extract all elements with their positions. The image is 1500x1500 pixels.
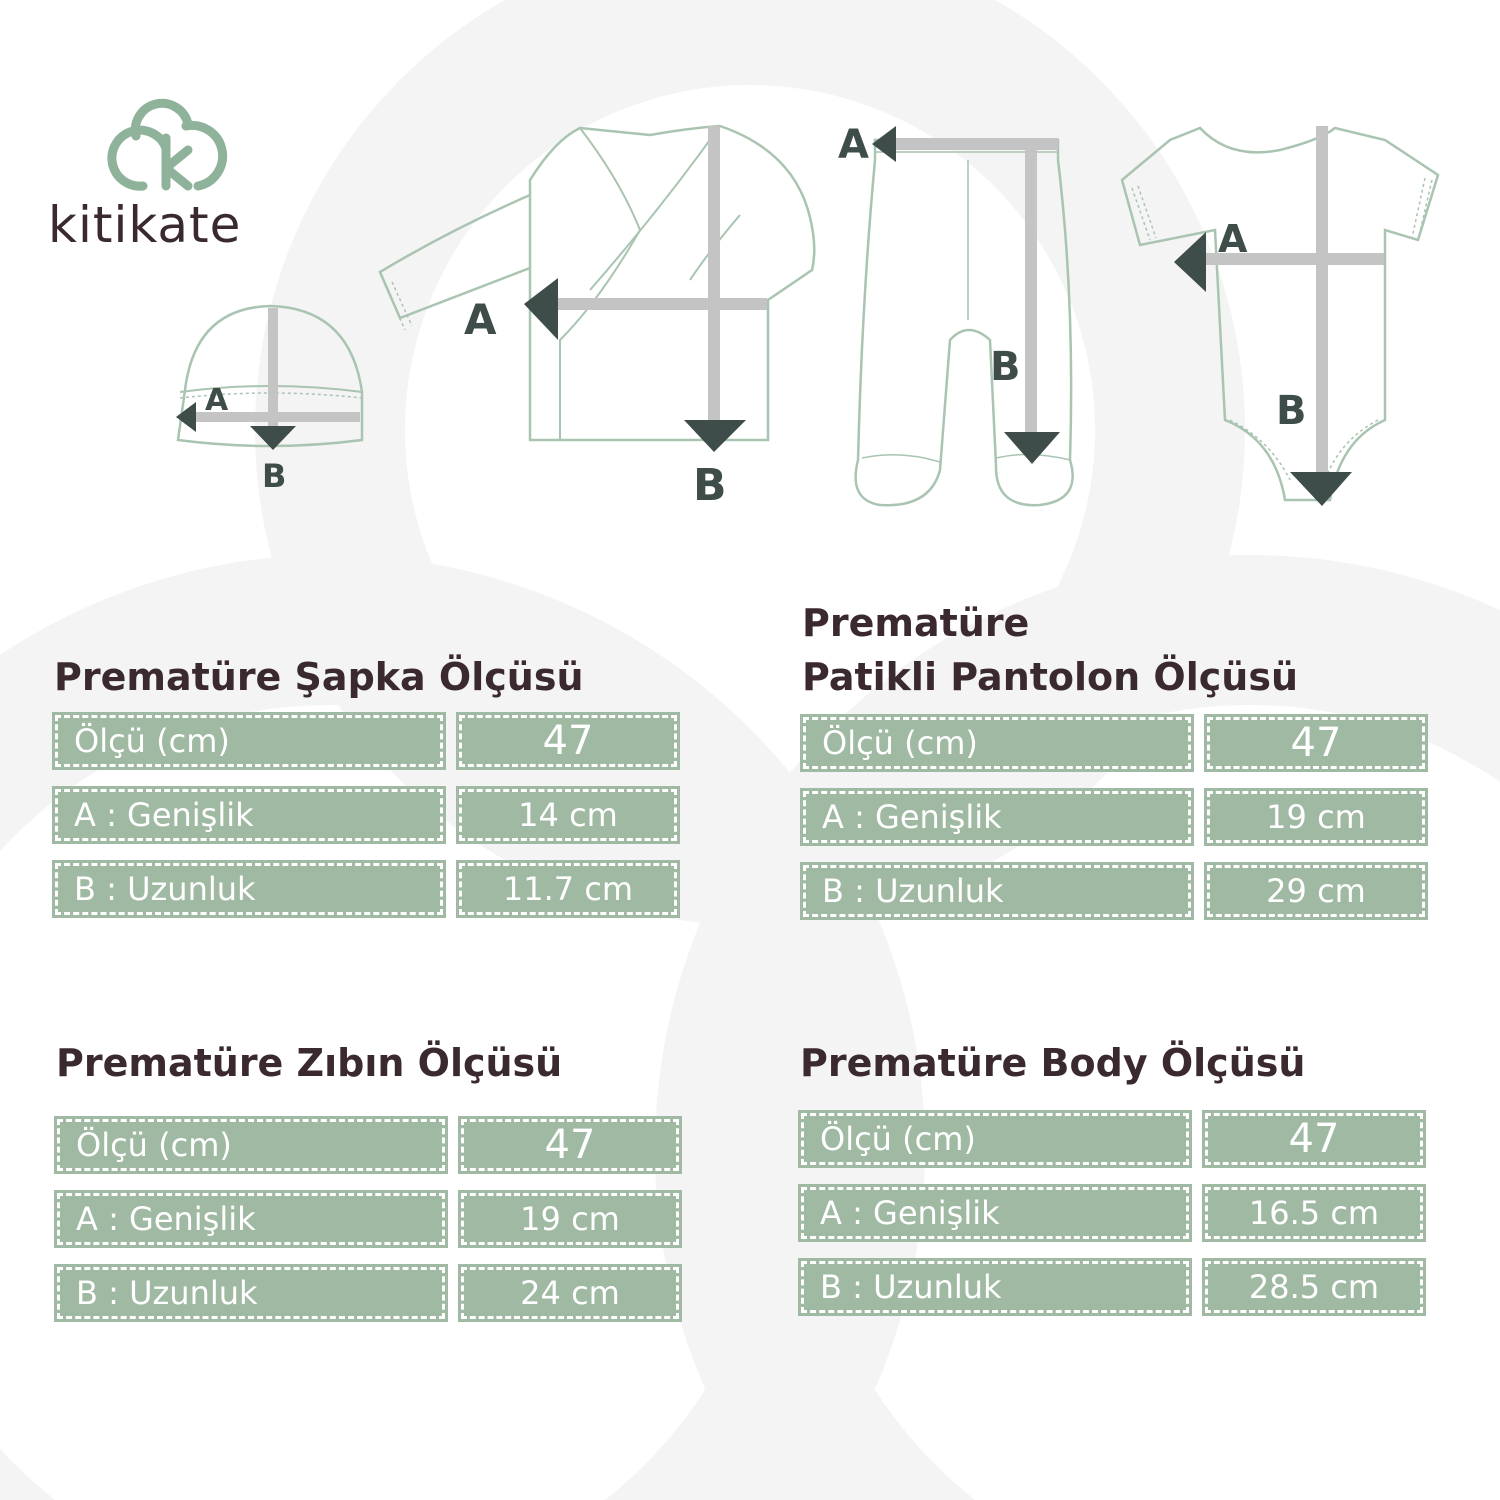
pants-diagram [838,122,1073,505]
length-label: B : Uzunluk [54,862,444,916]
pantolon-title-line2: Patikli Pantolon Ölçüsü [802,655,1299,699]
size-label: Ölçü (cm) [802,716,1192,770]
garment-diagrams [0,0,1500,560]
size-label: Ölçü (cm) [800,1112,1190,1166]
table-row [802,864,1426,918]
onesie-diagram [1122,126,1438,506]
brand-name: kitikate [48,196,242,254]
length-label: B : Uzunluk [800,1260,1190,1314]
size-value: 47 [460,1118,680,1172]
sapka-size-table [54,650,678,936]
hat-label-a: A [205,383,229,418]
wrap-bodysuit-diagram [380,126,814,511]
length-value: 24 cm [460,1266,680,1320]
sapka-title: Prematüre Şapka Ölçüsü [54,655,584,699]
hat-diagram [176,306,362,495]
table-row [802,790,1426,844]
size-value: 47 [1204,1112,1424,1166]
width-label: A : Genişlik [56,1192,446,1246]
hat-label-b: B [262,457,287,495]
body-title: Prematüre Body Ölçüsü [800,1041,1306,1085]
size-label: Ölçü (cm) [56,1118,446,1172]
table-row [54,862,678,916]
table-row [54,714,678,768]
table-row [54,788,678,842]
pants-label-a: A [838,122,869,168]
zibin-size-table [56,1036,680,1340]
table-row [56,1266,680,1320]
length-label: B : Uzunluk [802,864,1192,918]
size-value: 47 [458,714,678,768]
length-value: 11.7 cm [458,862,678,916]
zibin-label-b: B [693,460,727,511]
length-label: B : Uzunluk [56,1266,446,1320]
table-row [802,716,1426,770]
table-row [56,1118,680,1172]
width-label: A : Genişlik [54,788,444,842]
onesie-label-b: B [1276,388,1307,434]
width-value: 19 cm [1206,790,1426,844]
size-value: 47 [1206,716,1426,770]
width-label: A : Genişlik [802,790,1192,844]
width-label: A : Genişlik [800,1186,1190,1240]
body-size-table [800,1036,1424,1334]
length-value: 28.5 cm [1204,1260,1424,1314]
size-label: Ölçü (cm) [54,714,444,768]
table-row [800,1186,1424,1240]
pantolon-title-line1: Prematüre [802,601,1030,645]
pants-label-b: B [990,344,1021,390]
width-value: 19 cm [460,1192,680,1246]
width-value: 16.5 cm [1204,1186,1424,1240]
onesie-label-a: A [1218,217,1248,261]
table-row [56,1192,680,1246]
table-row [800,1260,1424,1314]
length-value: 29 cm [1206,864,1426,918]
zibin-label-a: A [464,295,497,344]
pantolon-size-table [802,596,1426,938]
table-row [800,1112,1424,1166]
zibin-title: Prematüre Zıbın Ölçüsü [56,1041,563,1085]
width-value: 14 cm [458,788,678,842]
